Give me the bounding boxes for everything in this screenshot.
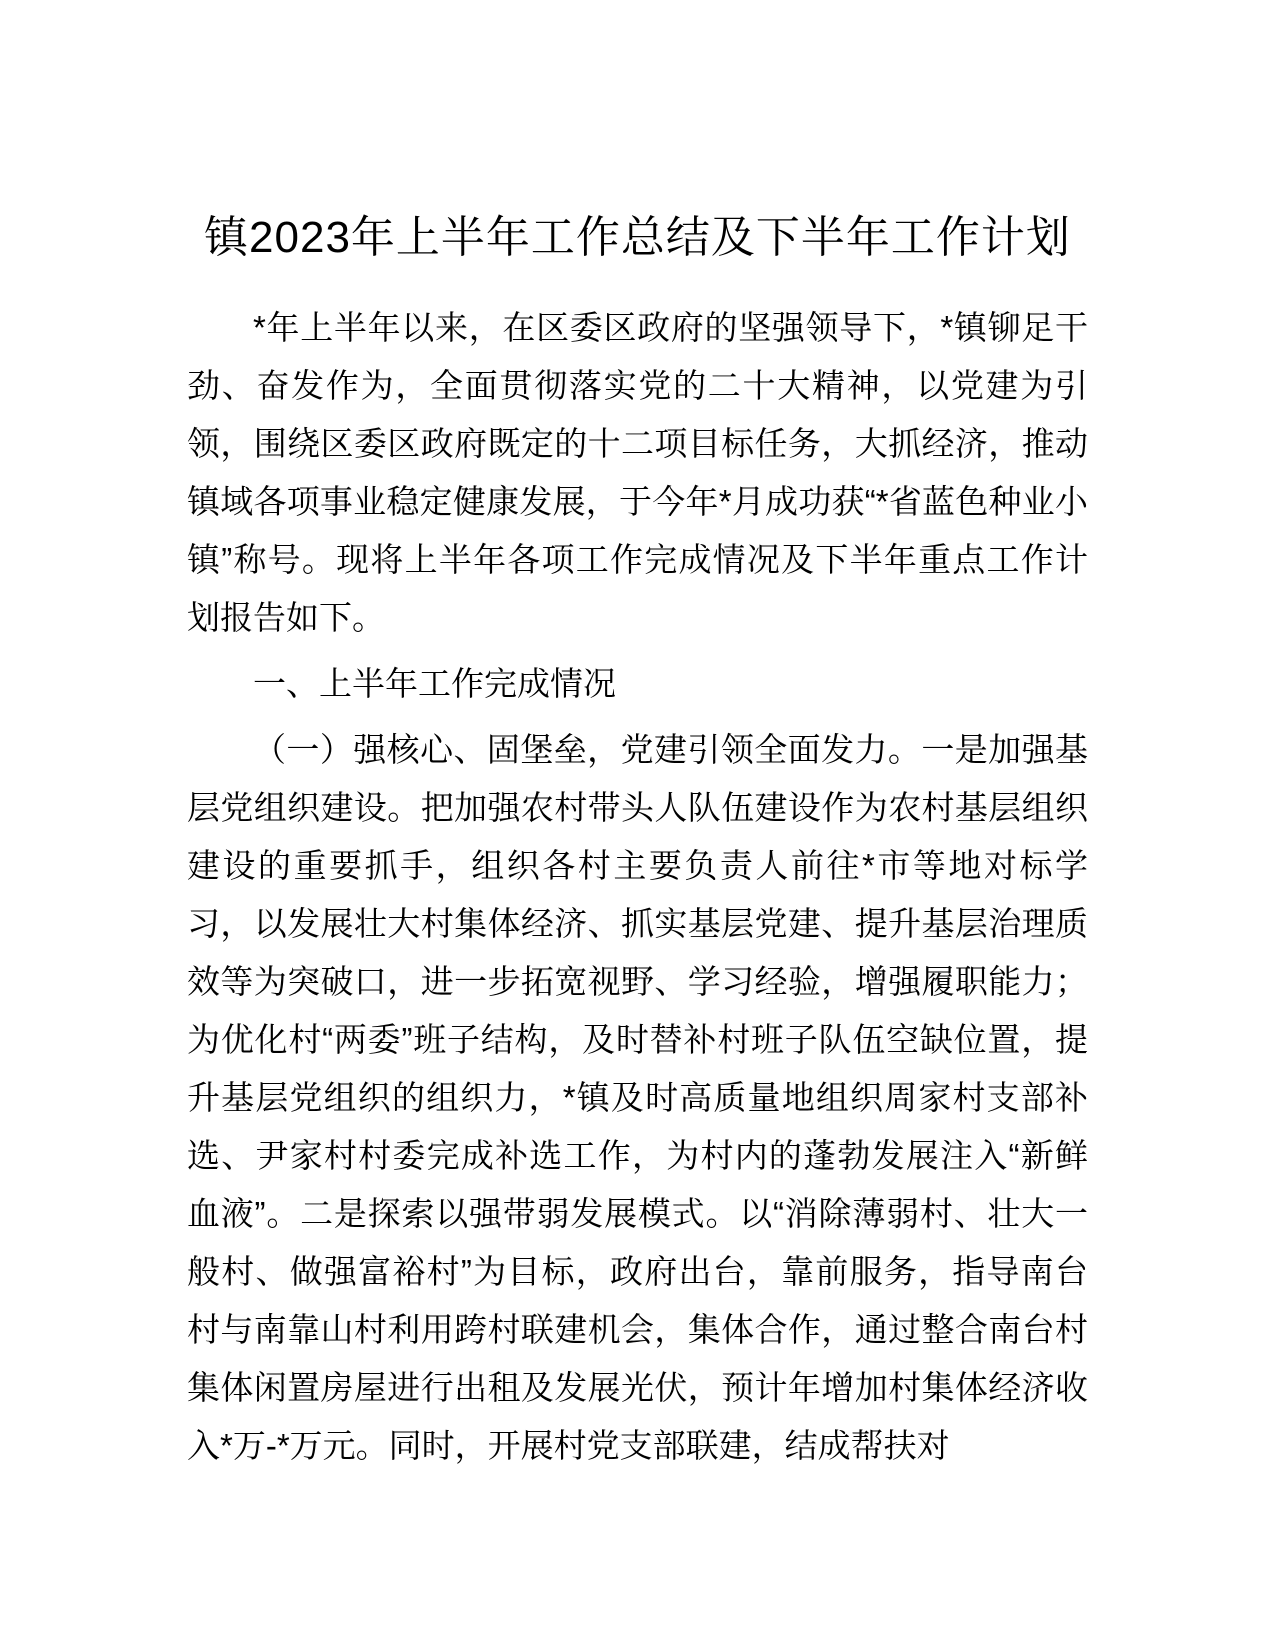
intro-paragraph: *年上半年以来，在区委区政府的坚强领导下，*镇铆足干劲、奋发作为，全面贯彻落实党的二十大精神，以党建为引领，围绕区委区政府既定的十二项目标任务，大抓经济，推动镇域各项事业稳定健康发展，于今年*月成功获“*省蓝色种业小镇”称号。现将上半年各项工作完成情况及下半年重点工作计划报告如下。 xyxy=(187,309,1088,636)
section-paragraph-party-building: （一）强核心、固堡垒，党建引领全面发力。一是加强基层党组织建设。把加强农村带头人队伍建设作为农村基层组织建设的重要抓手，组织各村主要负责人前往*市等地对标学习，以发展壮大村集体经济、抓实基层党建、提升基层治理质效等为突破口，进一步拓宽视野、学习经验，增强履职能力；为优化村“两委”班子结构，及时替补村班子队伍空缺位置，提升基层党组织的组织力，*镇及时高质量地组织周家村支部补选、尹家村村委完成补选工作，为村内的蓬勃发展注入“新鲜血液”。二是探索以强带弱发展模式。以“消除薄弱村、壮大一般村、做强富裕村”为目标，政府出台，靠前服务，指导南台村与南靠山村利用跨村联建机会，集体合作，通过整合南台村集体闲置房屋进行出租及发展光伏，预计年增加村集体经济收入*万-*万元。同时，开展村党支部联建，结成帮扶对 xyxy=(187,731,1088,1464)
section-heading-first-half-work: 一、上半年工作完成情况 xyxy=(253,665,616,702)
document-title: 镇2023年上半年工作总结及下半年工作计划 xyxy=(204,213,1071,262)
